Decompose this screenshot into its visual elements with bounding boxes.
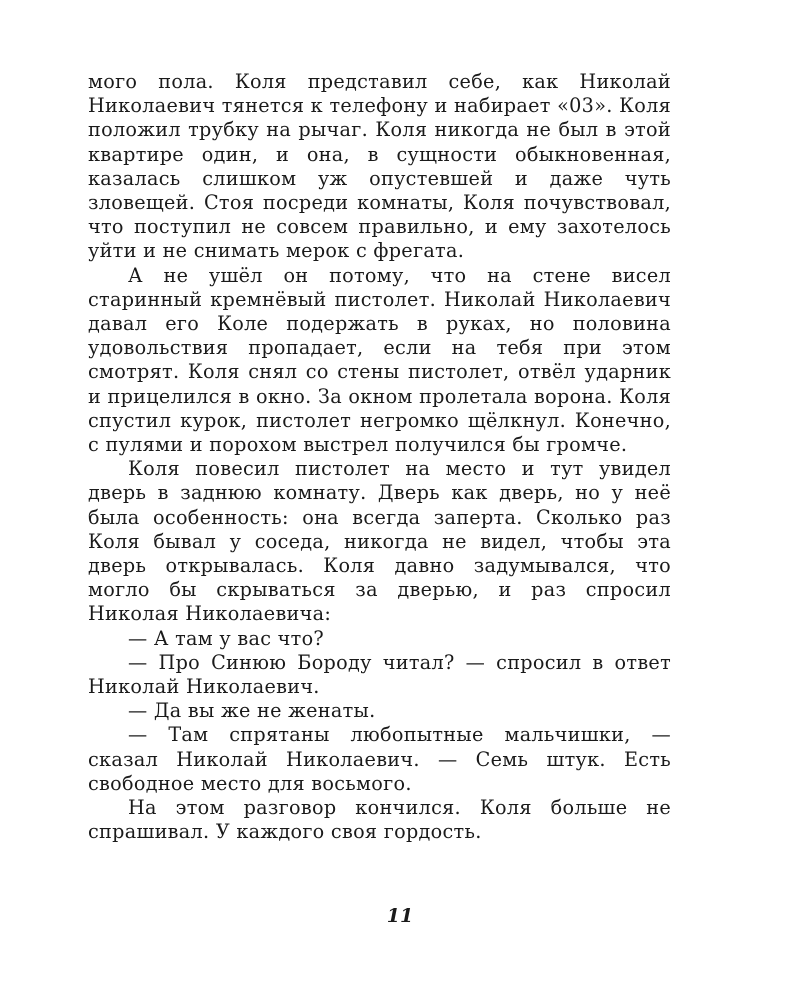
dialogue-line: — Там спрятаны любопытные мальчишки, — сказал Николай Николаевич. — Семь штук. Есть свободное место для восьмого.: [88, 723, 671, 795]
paragraph: А не ушёл он потому, что на стене висел старинный кремнёвый пистолет. Николай Николаевич давал его Коле подержать в руках, но половина удовольствия пропадает, если на тебя при этом смотрят. Коля снял со стены пистолет, отвёл ударник и прицелился в окно. За окном пролетала ворона. Коля спустил курок, пистолет негромко щёлкнул. Конечно, с пулями и порохом выстрел получился бы громче.: [88, 263, 671, 457]
paragraph: На этом разговор кончился. Коля больше не спрашивал. У каждого своя гордость.: [88, 796, 671, 844]
body-text: [88, 70, 671, 845]
dialogue-line: — Да вы же не женаты.: [128, 699, 376, 723]
paragraph: Коля повесил пистолет на место и тут увидел дверь в заднюю комнату. Дверь как дверь, но у неё была особенность: она всегда заперта. Сколько раз Коля бывал у соседа, никогда не видел, чтобы эта дверь открывалась. Коля давно задумывался, что могло бы скрываться за дверью, и раз спросил Николая Николаевича:: [88, 457, 671, 626]
dialogue-line: — Про Синюю Бороду читал? — спросил в ответ Николай Николаевич.: [88, 650, 671, 699]
dialogue-line: — А там у вас что?: [128, 626, 325, 650]
paragraph: мого пола. Коля представил себе, как Николай Николаевич тянется к телефону и набирает «03». Коля положил трубку на рычаг. Коля никогда не был в этой квартире один, и она, в сущности обыкновенная, казалась слишком уж опустевшей и даже чуть зловещей. Стоя посреди комнаты, Коля почувствовал, что поступил не совсем правильно, и ему захотелось уйти и не снимать мерок с фрегата.: [88, 70, 671, 263]
page-number: 11: [386, 905, 414, 927]
